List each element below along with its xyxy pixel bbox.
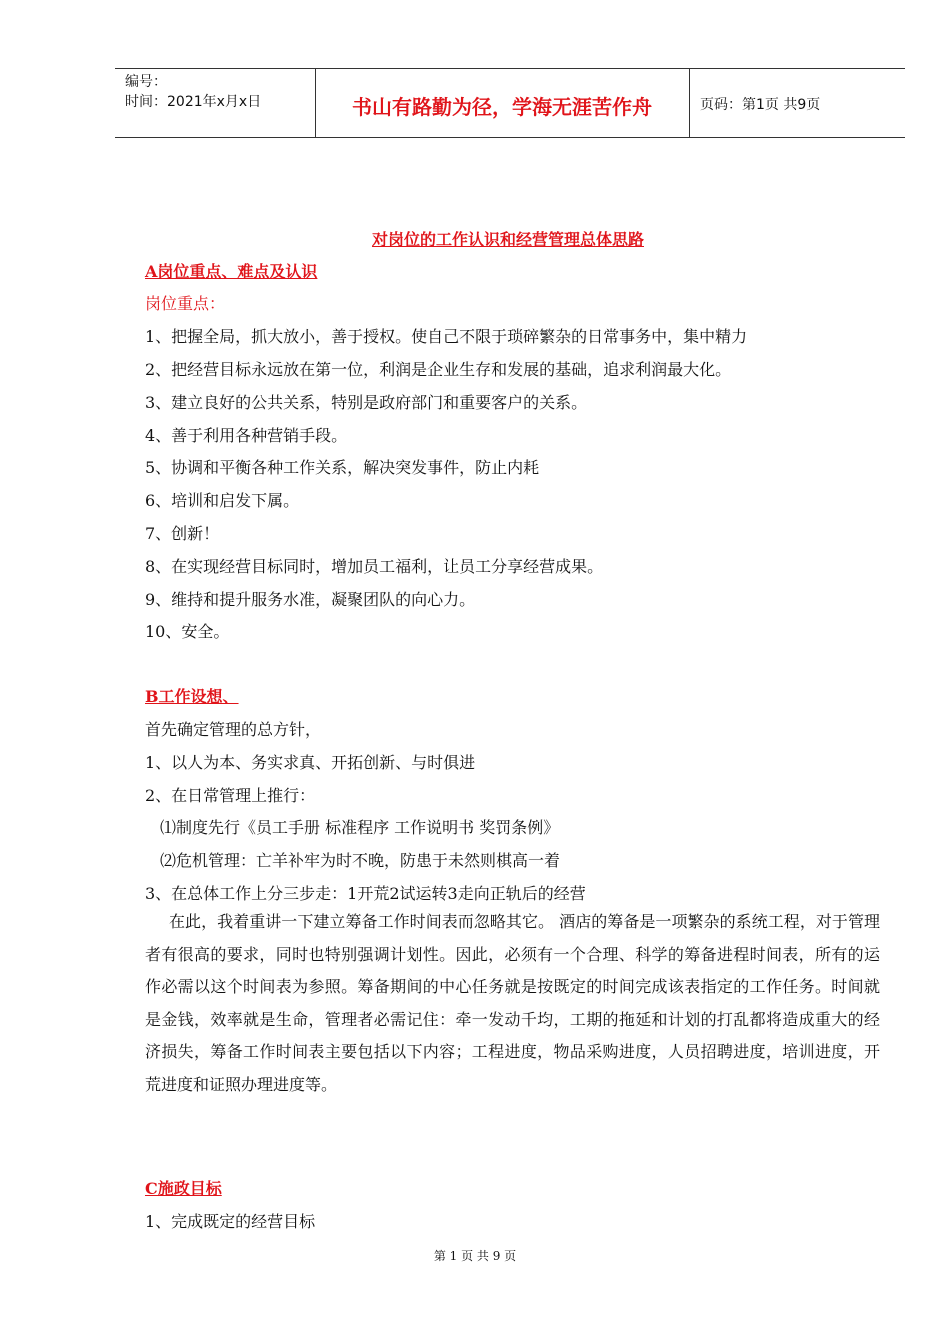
header-motto-cell bbox=[315, 69, 690, 137]
list-item: 6、培训和启发下属。 bbox=[145, 491, 300, 510]
number-label: 编号： bbox=[125, 74, 167, 90]
list-item: 2、在日常管理上推行： bbox=[145, 786, 316, 805]
header-page-cell bbox=[690, 69, 905, 137]
sub-list-item: ⑵危机管理：亡羊补牢为时不晚，防患于未然则棋高一着 bbox=[160, 851, 561, 870]
list-item: 3、建立良好的公共关系，特别是政府部门和重要客户的关系。 bbox=[145, 393, 588, 412]
list-item: 1、以人为本、务实求真、开拓创新、与时俱进 bbox=[145, 753, 476, 772]
section-a-subheading: 岗位重点： bbox=[145, 294, 226, 313]
list-item: 10、安全。 bbox=[145, 622, 230, 641]
header-meta-cell bbox=[115, 69, 316, 137]
list-item: 8、在实现经营目标同时，增加员工福利，让员工分享经营成果。 bbox=[145, 557, 604, 576]
body-paragraph: 在此，我着重讲一下建立筹备工作时间表而忽略其它。 酒店的筹备是一项繁杂的系统工程，对于管理者有很高的要求，同时也特别强调计划性。因此，必须有一个合理、科学的筹备进程时间表，所有的运作必需以这个时间表为参照。筹备期间的中心任务就是按既定的时间完成该表指定的工作任务。时间就是金钱，效率就是生命，管理者必需记住：牵一发动千均，工期的拖延和计划的打乱都将造成重大的经济损失，筹备工作时间表主要包括以下内容；工程进度，物品采购进度，人员招聘进度，培训进度，开荒进度和证照办理进度等。 bbox=[145, 912, 880, 1094]
list-item: 9、维持和提升服务水准，凝聚团队的向心力。 bbox=[145, 590, 476, 609]
motto: 书山有路勤为径，学海无涯苦作舟 bbox=[352, 95, 652, 119]
sub-list-item: ⑴制度先行《员工手册 标准程序 工作说明书 奖罚条例》 bbox=[160, 818, 560, 837]
page-info: 页码：第1页 共9页 bbox=[700, 97, 821, 113]
list-item: 7、创新！ bbox=[145, 524, 220, 543]
document-header bbox=[115, 68, 905, 138]
section-a-heading: A岗位重点、难点及认识 bbox=[145, 262, 318, 281]
list-item: 3、在总体工作上分三步走：1开荒2试运转3走向正轨后的经营 bbox=[145, 884, 586, 903]
list-item: 1、完成既定的经营目标 bbox=[145, 1212, 316, 1231]
time-label: 时间：2021年x月x日 bbox=[125, 94, 262, 110]
document-title: 对岗位的工作认识和经营管理总体思路 bbox=[371, 230, 644, 249]
list-item: 5、协调和平衡各种工作关系，解决突发事件，防止内耗 bbox=[145, 458, 540, 477]
section-b-heading: B工作设想、 bbox=[145, 687, 239, 706]
list-item: 1、把握全局，抓大放小，善于授权。使自己不限于琐碎繁杂的日常事务中，集中精力 bbox=[145, 327, 748, 346]
list-item: 2、把经营目标永远放在第一位，利润是企业生存和发展的基础，追求利润最大化。 bbox=[145, 360, 732, 379]
list-item: 4、善于利用各种营销手段。 bbox=[145, 426, 348, 445]
page-footer: 第 1 页 共 9 页 bbox=[433, 1249, 517, 1263]
section-b-intro: 首先确定管理的总方针， bbox=[145, 720, 322, 739]
section-c-heading: C施政目标 bbox=[145, 1179, 222, 1198]
